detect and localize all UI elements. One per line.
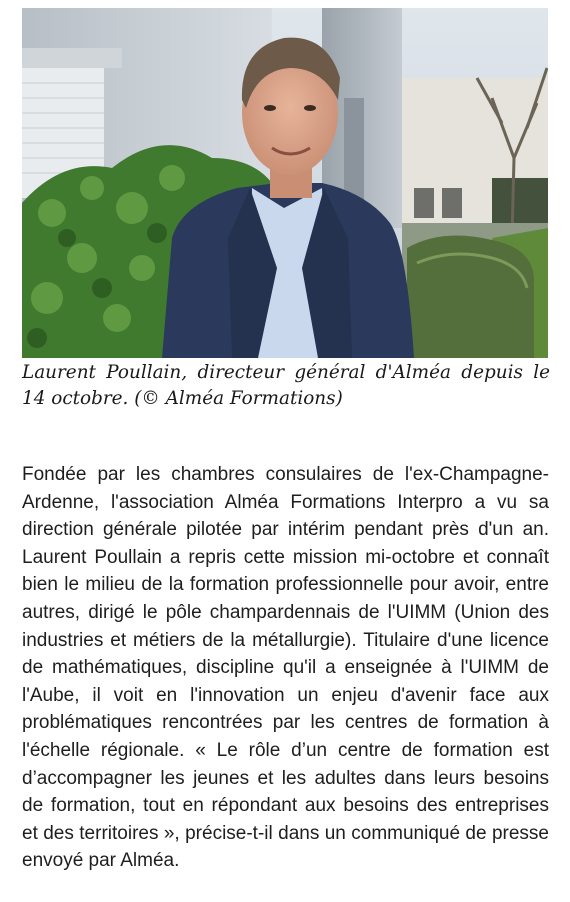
article-body: Fondée par les chambres consulaires de l'ex-Champagne-Ardenne, l'association Alméa Formations Interpro a vu sa direction générale pilotée par intérim pendant près d'un an. Laurent Poullain a repris cette mission mi-octobre et connaît bien le milieu de la formation professionnelle pour avoir, entre autres, dirigé le pôle champardennais de l'UIMM (Union des industries et métiers de la métallurgie). Titulaire d'une licence de mathématiques, discipline qu'il a enseignée à l'UIMM de l'Aube, il voit en l'innovation un enjeu d'avenir face aux problématiques rencontrées par les centres de formation à l'échelle régionale. « Le rôle d’un centre de formation est d’accompagner les jeunes et les adultes dans leurs besoins de formation, tout en répondant aux besoins des entreprises et des territoires », précise-t-il dans un communiqué de presse envoyé par Alméa. — [22, 464, 549, 872]
portrait-photo-illustration — [22, 8, 548, 358]
photo-caption: Laurent Poullain, directeur général d'Alméa depuis le 14 octobre. (© Alméa Formations) — [22, 362, 550, 409]
article-photo — [22, 8, 548, 358]
